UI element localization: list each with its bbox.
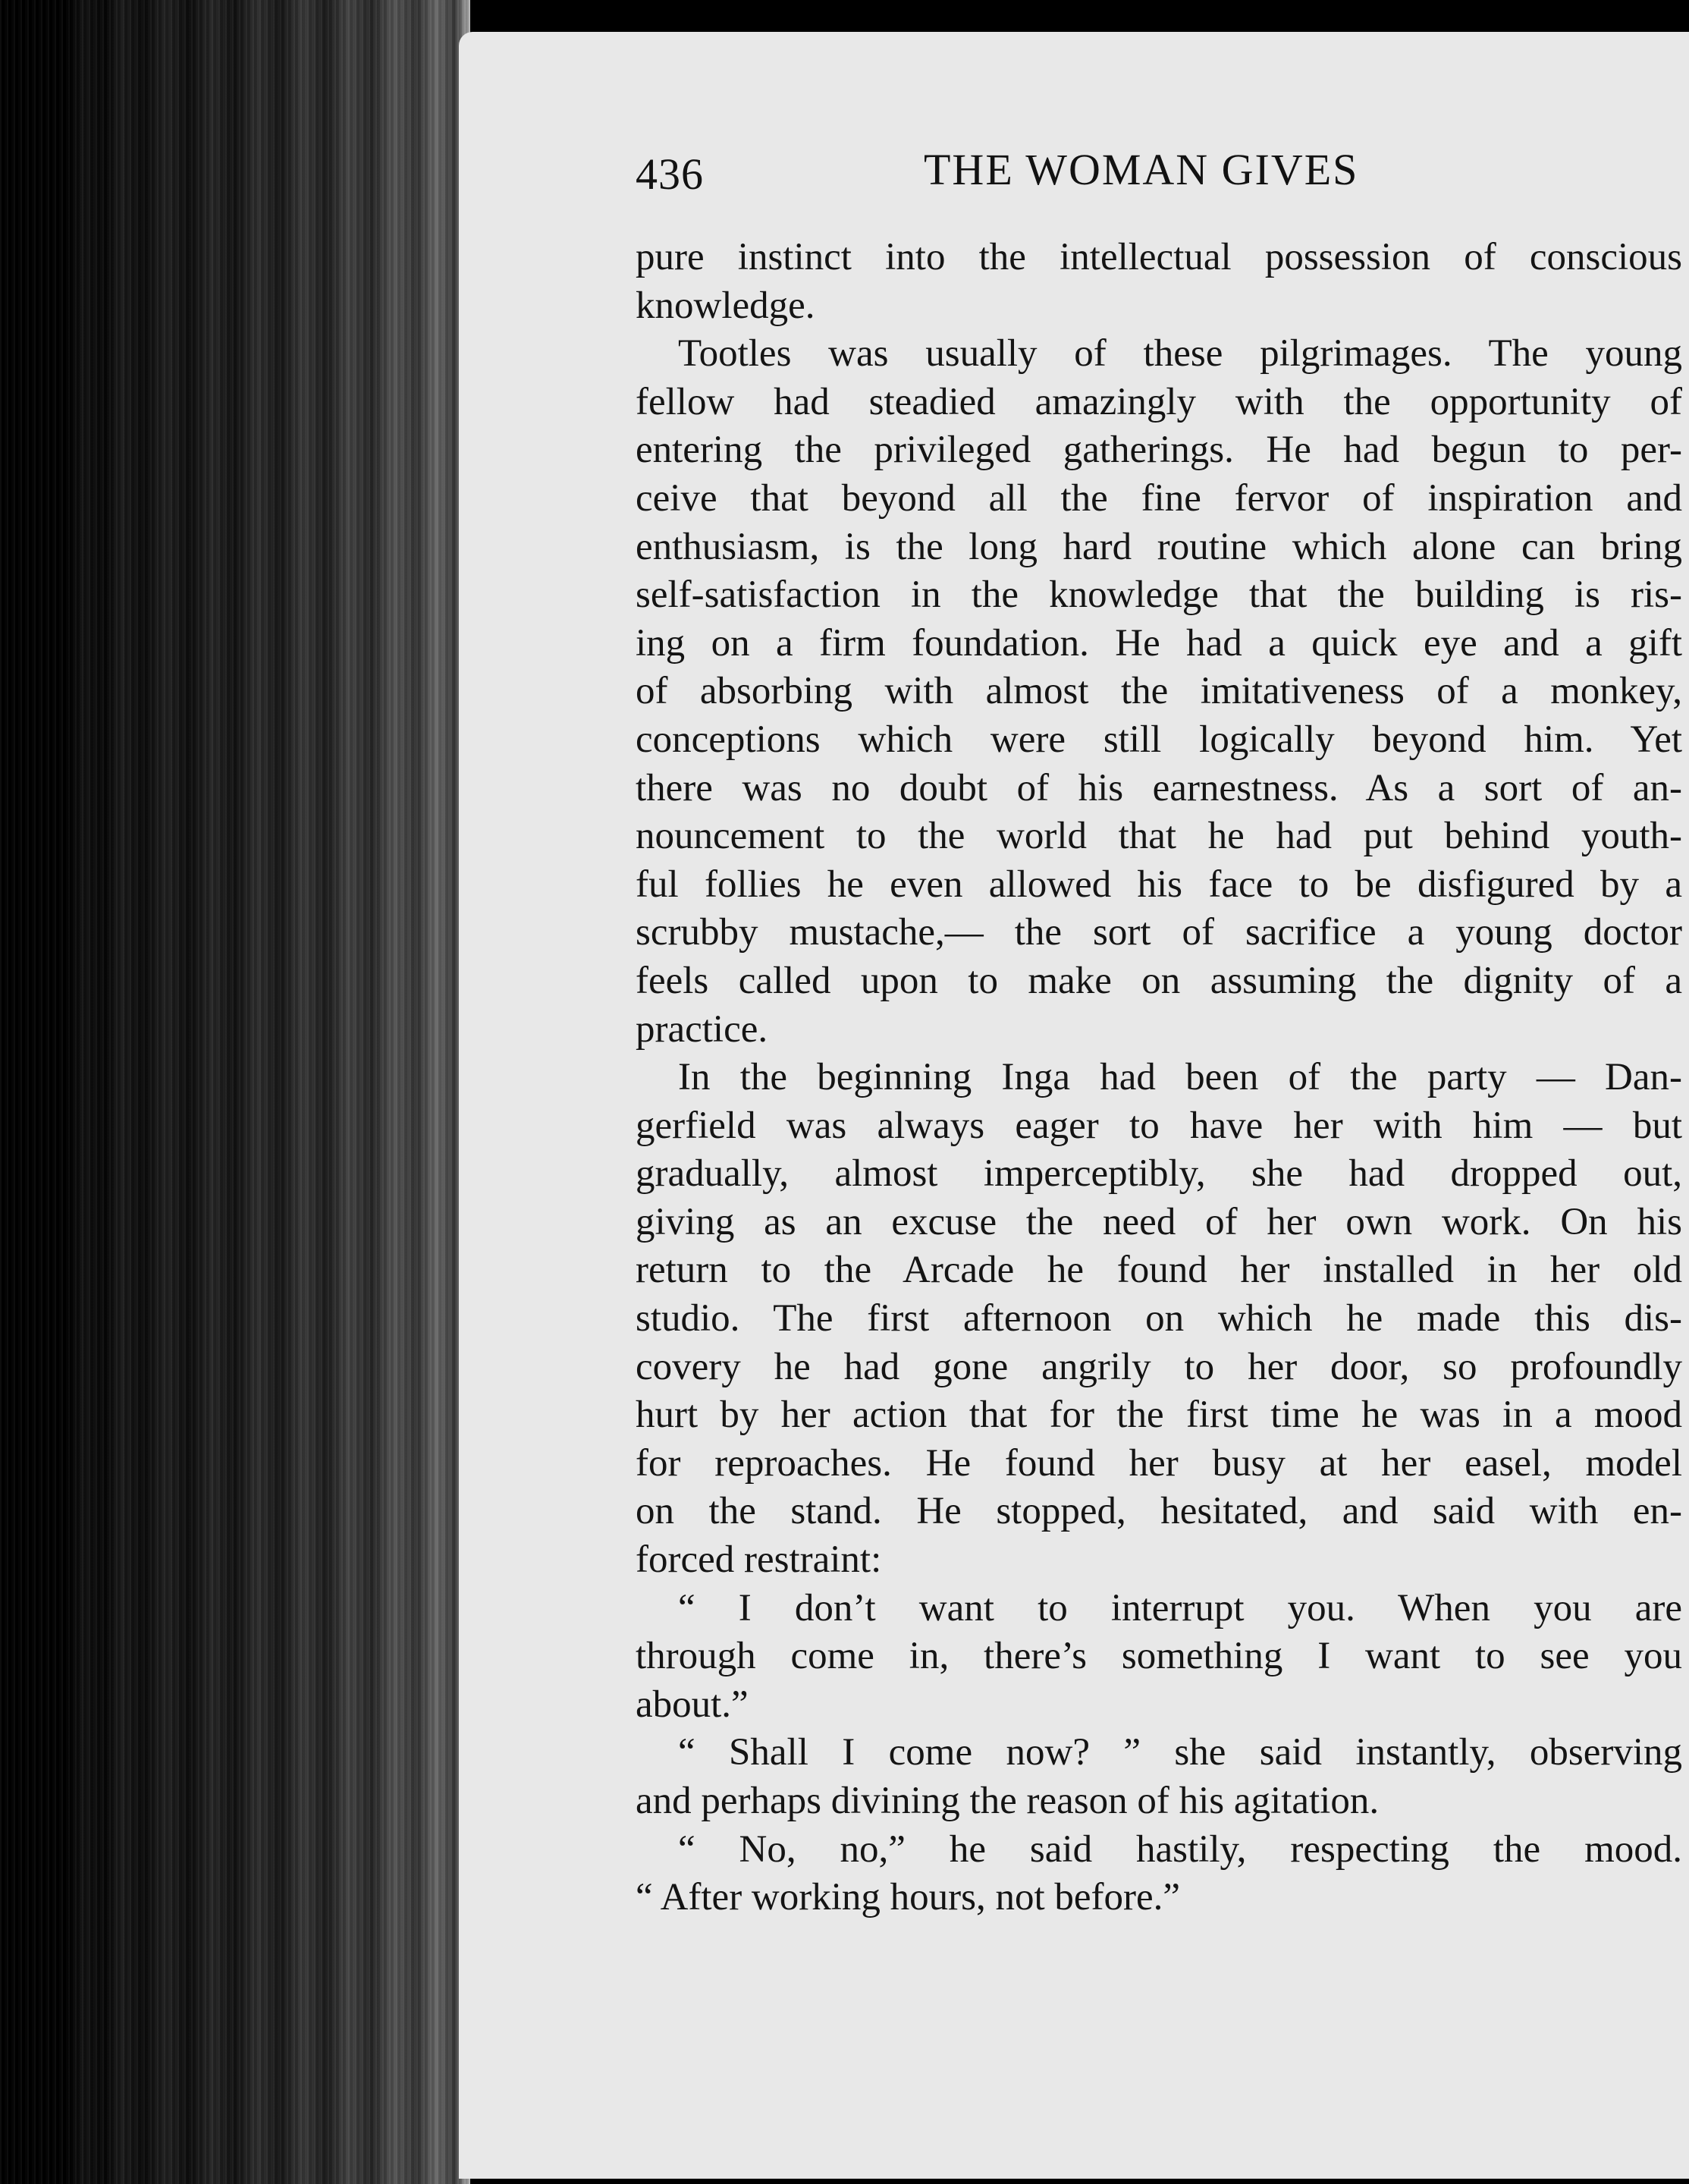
text-line: covery he had gone angrily to her door, so profoundly	[636, 1345, 1682, 1388]
paragraph-first-line: In the beginning Inga had been of the party — Dan-	[678, 1056, 1682, 1099]
text-line: ful follies he even allowed his face to be disfigured by a	[636, 863, 1682, 906]
text-line: feels called upon to make on assuming the dignity of a	[636, 959, 1682, 1002]
page-number: 436	[636, 149, 704, 199]
text-line: knowledge.	[636, 284, 815, 327]
text-line: practice.	[636, 1007, 768, 1051]
text-line: giving as an excuse the need of her own work. On his	[636, 1200, 1682, 1243]
text-line: studio. The first afternoon on which he made this dis-	[636, 1297, 1682, 1340]
text-line: hurt by her action that for the first time he was in a mood	[636, 1394, 1682, 1437]
text-line: ceive that beyond all the fine fervor of inspiration and	[636, 476, 1682, 520]
text-line: pure instinct into the intellectual possession of conscious	[636, 236, 1682, 278]
paragraph-first-line: Tootles was usually of these pilgrimages. The young	[678, 332, 1682, 376]
text-line: return to the Arcade he found her installed in her old	[636, 1249, 1682, 1292]
text-line: scrubby mustache,— the sort of sacrifice a young doctor	[636, 911, 1682, 954]
text-line: gradually, almost imperceptibly, she had dropped out,	[636, 1152, 1682, 1196]
text-line: entering the privileged gatherings. He had begun to per-	[636, 429, 1682, 472]
text-line: of absorbing with almost the imitativeness of a monkey,	[636, 670, 1682, 713]
body-text	[636, 234, 1682, 1922]
text-line: for reproaches. He found her busy at her easel, model	[636, 1441, 1682, 1485]
text-line: “ After working hours, not before.”	[636, 1876, 1181, 1919]
book-spine	[0, 0, 470, 2184]
text-line: nouncement to the world that he had put behind youth-	[636, 815, 1682, 858]
paragraph-first-line: “ I don’t want to interrupt you. When you are	[678, 1586, 1682, 1629]
text-line: there was no doubt of his earnestness. As a sort of an-	[636, 766, 1682, 809]
text-line: gerfield was always eager to have her with him — but	[636, 1104, 1682, 1147]
page-header	[636, 144, 1667, 205]
text-line: forced restraint:	[636, 1538, 882, 1582]
text-line: about.”	[636, 1683, 749, 1726]
text-line: through come in, there’s something I want to see you	[636, 1635, 1682, 1678]
paragraph-first-line: “ No, no,” he said hastily, respecting the mood.	[678, 1827, 1682, 1871]
text-line: fellow had steadied amazingly with the opportunity of	[636, 380, 1682, 423]
running-title: THE WOMAN GIVES	[924, 145, 1359, 194]
paragraph-first-line: “ Shall I come now? ” she said instantly, observing	[678, 1731, 1682, 1774]
text-line: enthusiasm, is the long hard routine which alone can bring	[636, 525, 1682, 568]
text-line: ing on a firm foundation. He had a quick eye and a gift	[636, 621, 1682, 665]
text-line: and perhaps divining the reason of his agitation.	[636, 1780, 1380, 1822]
text-line: on the stand. He stopped, hesitated, and said with en-	[636, 1490, 1682, 1533]
text-line: conceptions which were still logically beyond him. Yet	[636, 718, 1682, 761]
text-line: self-satisfaction in the knowledge that the building is ris-	[636, 573, 1682, 617]
